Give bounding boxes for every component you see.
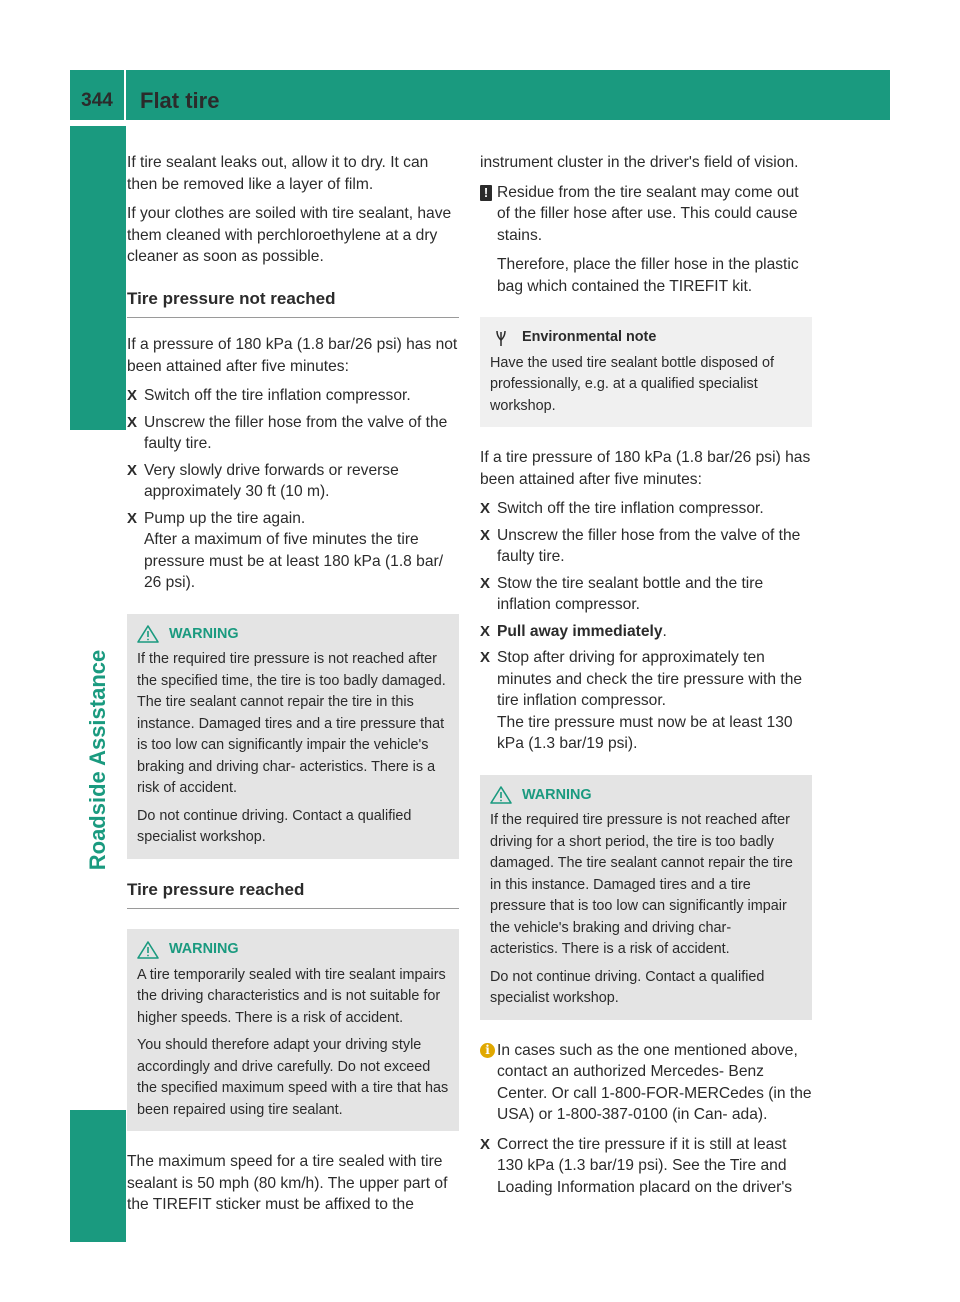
- info-text: In cases such as the one mentioned above, contact an authorized Mercedes- Benz Center. Or call 1-800-FOR-MERCedes (in the USA) or 1-800-387-0100 (in Can- ada).: [497, 1041, 812, 1123]
- step-text: Switch off the tire inflation compressor.: [497, 500, 764, 517]
- step-text: Stop after driving for approximately ten minutes and check the tire pressure with the tire inflation compressor.: [497, 649, 803, 709]
- warning-box: [480, 775, 812, 1020]
- caution-note: [480, 182, 812, 298]
- environmental-note-box: [480, 317, 812, 427]
- step-marker: X: [127, 461, 138, 479]
- info-note: [480, 1040, 812, 1126]
- intro-paragraph: If your clothes are soiled with tire sealant, have them cleaned with perchloroethylene at a dry cleaner as soon as possible.: [127, 205, 452, 265]
- step-marker: X: [480, 622, 491, 640]
- caution-icon: !: [480, 185, 492, 201]
- instruction-step: [127, 412, 459, 455]
- step-text-bold: Pull away immediately: [497, 622, 663, 640]
- step-subtext: The tire pressure must now be at least 130 kPa (1.3 bar/19 psi).: [497, 713, 793, 752]
- intro-paragraph: If tire sealant leaks out, allow it to dry. It can then be removed like a layer of film.: [127, 154, 429, 193]
- section-heading: Tire pressure reached: [127, 879, 459, 910]
- instruction-step: [127, 460, 459, 503]
- warning-text: If the required tire pressure is not reached after driving for a short period, the tire is too badly damaged. The tire sealant cannot repair the tire in this instance. Damaged tires and a tire pressure that is too low can significantly impair the vehicle's braking and driving char- acteristics. There is a risk of accident.: [490, 812, 793, 957]
- instruction-step: [127, 508, 459, 594]
- environmental-note-title: Environmental note: [522, 329, 657, 345]
- step-text: Unscrew the filler hose from the valve of the faulty tire.: [144, 413, 448, 452]
- warning-box: [127, 614, 459, 859]
- step-text: Pump up the tire again.: [144, 509, 306, 527]
- page-number: 344: [70, 70, 126, 120]
- step-text-suffix: .: [662, 622, 667, 640]
- step-marker: X: [480, 1135, 491, 1153]
- warning-title: WARNING: [169, 941, 239, 957]
- instruction-step: [480, 498, 812, 520]
- step-text: Stow the tire sealant bottle and the tire inflation compressor.: [497, 574, 764, 613]
- section-heading: Tire pressure not reached: [127, 288, 459, 319]
- info-icon: i: [480, 1043, 495, 1058]
- step-marker: X: [127, 387, 138, 404]
- instruction-step: [127, 385, 459, 407]
- body-paragraph: The maximum speed for a tire sealed with tire sealant is 50 mph (80 km/h). The upper part of the TIREFIT sticker must be affixed to the: [127, 1153, 448, 1213]
- warning-text: You should therefore adapt your driving style accordingly and drive carefully. Do not exceed the specified maximum speed with a tire that has been repaired using tire sealant.: [137, 1037, 449, 1118]
- left-column: [127, 152, 459, 1224]
- warning-triangle-icon: [490, 786, 512, 804]
- lead-paragraph: If a tire pressure of 180 kPa (1.8 bar/26 psi) has been attained after five minutes:: [480, 449, 811, 488]
- lead-paragraph: If a pressure of 180 kPa (1.8 bar/26 psi) has not been attained after five minutes:: [127, 336, 458, 375]
- step-marker: X: [127, 413, 138, 431]
- leaf-bulb-icon: [490, 329, 512, 347]
- right-column: [480, 152, 812, 1203]
- side-tab-label: Roadside Assistance: [85, 649, 110, 871]
- step-text: Correct the tire pressure if it is still at least 130 kPa (1.3 bar/19 psi). See the Tire and Loading Information placard on the driver's: [497, 1135, 793, 1196]
- warning-title: WARNING: [522, 786, 592, 803]
- warning-text: Do not continue driving. Contact a qualified specialist workshop.: [137, 807, 412, 845]
- warning-box: [127, 929, 459, 1131]
- warning-text: If the required tire pressure is not reached after the specified time, the tire is too badly damaged. The tire sealant cannot repair the tire in this instance. Damaged tires and a tire pressure that is too low can significantly impair the vehicle's braking and driving char- acteristics. There is a risk of accident.: [137, 651, 446, 796]
- step-marker: X: [480, 500, 491, 517]
- body-paragraph: instrument cluster in the driver's field of vision.: [480, 154, 799, 171]
- caution-text: Residue from the tire sealant may come out of the filler hose after use. This could cause stains.: [497, 183, 799, 244]
- warning-triangle-icon: [137, 941, 159, 959]
- warning-text: Do not continue driving. Contact a qualified specialist workshop.: [490, 968, 765, 1006]
- step-text: Very slowly drive forwards or reverse approximately 30 ft (10 m).: [144, 461, 399, 500]
- page-title: Flat tire: [140, 88, 220, 113]
- instruction-step: [480, 525, 812, 568]
- warning-triangle-icon: [137, 625, 159, 643]
- step-marker: X: [127, 509, 138, 527]
- warning-text: A tire temporarily sealed with tire sealant impairs the driving characteristics and is not suitable for higher speeds. There is a risk of accident.: [137, 966, 446, 1026]
- environmental-note-text: Have the used tire sealant bottle disposed of professionally, e.g. at a qualified specialist workshop.: [490, 354, 774, 414]
- instruction-step: [480, 647, 812, 755]
- instruction-step: [480, 621, 812, 643]
- step-marker: X: [480, 649, 491, 666]
- instruction-step: [480, 573, 812, 616]
- step-text: Unscrew the filler hose from the valve of the faulty tire.: [497, 526, 801, 565]
- step-subtext: After a maximum of five minutes the tire pressure must be at least 180 kPa (1.8 bar/ 26 psi).: [144, 531, 444, 591]
- instruction-step: [480, 1134, 812, 1199]
- step-marker: X: [480, 574, 491, 592]
- caution-text: Therefore, place the filler hose in the plastic bag which contained the TIREFIT kit.: [497, 256, 799, 295]
- warning-title: WARNING: [169, 625, 239, 642]
- step-text: Switch off the tire inflation compressor.: [144, 387, 411, 404]
- step-marker: X: [480, 526, 491, 544]
